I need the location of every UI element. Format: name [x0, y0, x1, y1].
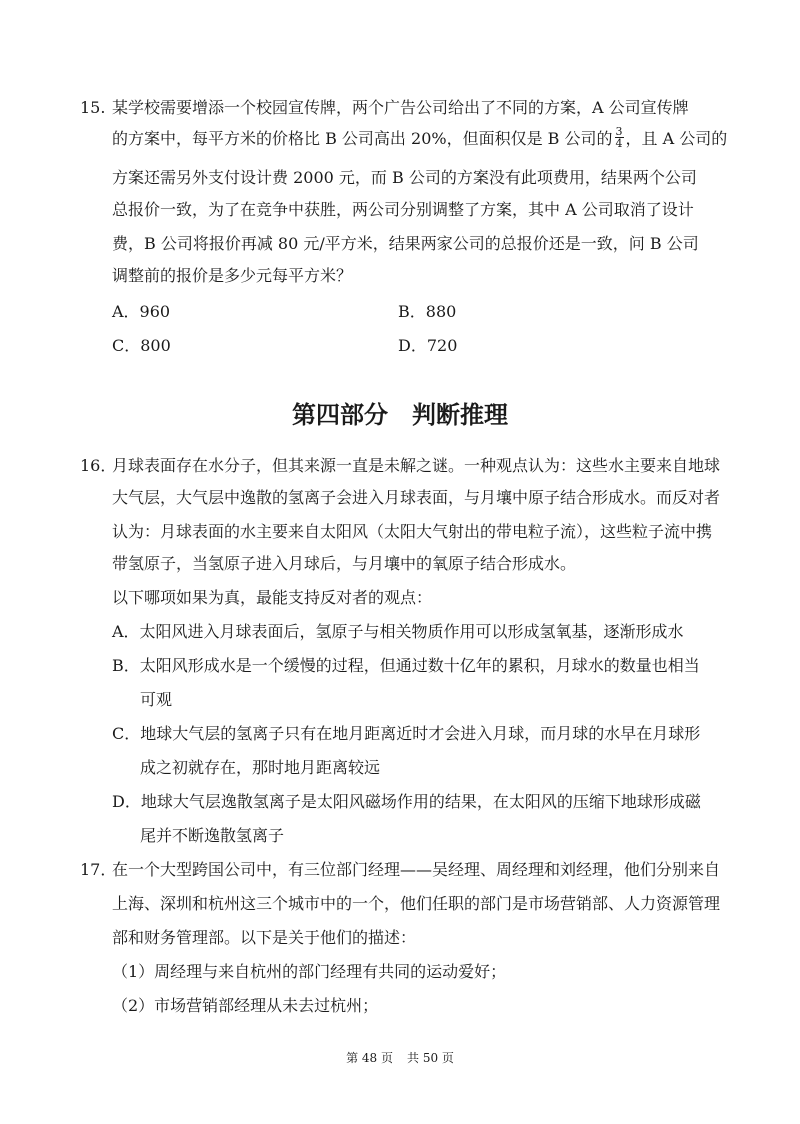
question-16-option-d-cont: 尾并不断逸散氢离子 [140, 826, 285, 845]
question-15-line-2-post: ，且 A 公司的 [625, 129, 728, 148]
page-total: 共 50 页 [407, 1051, 454, 1065]
question-16-option-c: C．地球大气层的氢离子只有在地月距离近时才会进入月球，而月球的水早在月球形 [112, 724, 701, 743]
question-16-line-4: 带氢原子，当氢原子进入月球后，与月壤中的氧原子结合形成水。 [112, 554, 577, 573]
question-15-line-4: 总报价一致，为了在竞争中获胜，两公司分别调整了方案，其中 A 公司取消了设计 [112, 200, 694, 219]
question-16-option-d: D．地球大气层逸散氢离子是太阳风磁场作用的结果，在太阳风的压缩下地球形成磁 [112, 792, 701, 811]
question-15-option-c: C．800 [112, 336, 171, 355]
question-17-statement-2: （2）市场营销部经理从未去过杭州； [112, 996, 379, 1015]
question-16-option-a: A．太阳风进入月球表面后，氢原子与相关物质作用可以形成氢氧基，逐渐形成水 [112, 622, 684, 641]
question-15-option-a: A．960 [112, 302, 171, 321]
question-15-line-2 [112, 125, 728, 151]
question-16-option-c-cont: 成之初就存在，那时地月距离较远 [140, 758, 381, 777]
question-17-number: 17． [80, 860, 117, 879]
question-16-line-1: 月球表面存在水分子，但其来源一直是未解之谜。一种观点认为：这些水主要来自地球 [112, 456, 721, 475]
question-15-line-3: 方案还需另外支付设计费 2000 元，而 B 公司的方案没有此项费用，结果两个公司 [112, 168, 697, 187]
question-16-line-2: 大气层，大气层中逸散的氢离子会进入月球表面，与月壤中原子结合形成水。而反对者 [112, 488, 721, 507]
question-16-option-b: B．太阳风形成水是一个缓慢的过程，但通过数十亿年的累积，月球水的数量也相当 [112, 656, 700, 675]
question-16-option-b-cont: 可观 [140, 690, 173, 709]
question-17-line-3: 部和财务管理部。以下是关于他们的描述： [112, 928, 417, 947]
section-heading [0, 400, 800, 430]
question-17-statement-1: （1）周经理与来自杭州的部门经理有共同的运动爱好； [112, 962, 507, 981]
fraction-denominator: 4 [615, 137, 623, 150]
question-15-line-1: 某学校需要增添一个校园宣传牌，两个广告公司给出了不同的方案，A 公司宣传牌 [112, 98, 689, 117]
question-16-line-3: 认为：月球表面的水主要来自太阳风（太阳大气射出的带电粒子流），这些粒子流中携 [112, 522, 713, 541]
question-15-line-2-pre: 的方案中，每平方米的价格比 B 公司高出 20%，但面积仅是 B 公司的 [112, 129, 613, 148]
question-15-line-5: 费，B 公司将报价再减 80 元/平方米，结果两家公司的总报价还是一致，问 B 公司 [112, 234, 699, 253]
question-16-number: 16． [80, 456, 117, 475]
page-number: 第 48 页 [346, 1051, 393, 1065]
page-footer [0, 1050, 800, 1066]
question-15-option-b: B．880 [398, 302, 457, 321]
question-17-line-2: 上海、深圳和杭州这三个城市中的一个，他们任职的部门是市场营销部、人力资源管理 [112, 894, 721, 913]
fraction-three-quarters [615, 126, 624, 149]
question-17-line-1: 在一个大型跨国公司中，有三位部门经理——吴经理、周经理和刘经理，他们分别来自 [112, 860, 721, 879]
question-15-line-6: 调整前的报价是多少元每平方米？ [112, 266, 353, 285]
question-15-number: 15. [80, 98, 106, 117]
question-15-option-d: D．720 [398, 336, 458, 355]
section-part: 第四部分 [292, 401, 388, 429]
fraction-numerator: 3 [615, 125, 623, 138]
section-title: 判断推理 [412, 401, 508, 429]
question-16-prompt: 以下哪项如果为真，最能支持反对者的观点： [112, 588, 433, 607]
